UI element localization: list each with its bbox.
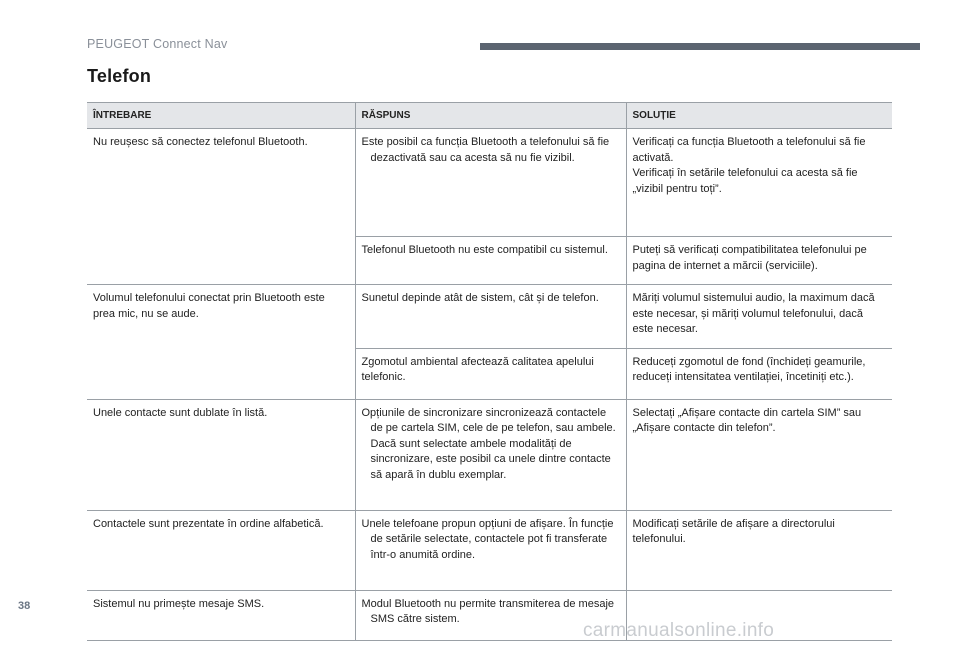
column-header-question: ÎNTREBARE: [87, 103, 355, 129]
question-cell: Volumul telefonului conectat prin Bluetooth este prea mic, nu se aude.: [87, 285, 355, 400]
table-row: [87, 129, 892, 237]
answer-text: Opțiunile de sincronizare sincronizează contactele de pe cartela SIM, cele de pe telefon, sau ambele. Dacă sunt selectate ambele modalități de sincronizare, este posibil ca unele dintre contacte să apară în dublu exemplar.: [361, 406, 616, 481]
solution-line: Verificați ca funcția Bluetooth a telefonului să fie activată.: [632, 136, 866, 164]
column-header-solution: SOLUȚIE: [626, 103, 892, 129]
solution-cell: Măriți volumul sistemului audio, la maximum dacă este necesar, și măriți volumul telefonului, dacă este necesar.: [626, 285, 892, 349]
answer-cell: [355, 399, 626, 510]
answer-cell: [355, 129, 626, 237]
question-cell: Nu reușesc să conectez telefonul Bluetooth.: [87, 129, 355, 285]
watermark: carmanualsonline.info: [583, 620, 775, 641]
answer-cell: Telefonul Bluetooth nu este compatibil cu sistemul.: [355, 237, 626, 285]
solution-cell: Puteți să verificați compatibilitatea telefonului pe pagina de internet a mărcii (serviciile).: [626, 237, 892, 285]
header-bar: [480, 43, 920, 50]
page-number: 38: [18, 600, 31, 612]
table-row: [87, 399, 892, 510]
solution-cell: Modificați setările de afișare a directorului telefonului.: [626, 510, 892, 590]
solution-cell: Reduceți zgomotul de fond (închideți geamurile, reduceți intensitatea ventilației, încetiniți etc.).: [626, 348, 892, 399]
answer-text: Modul Bluetooth nu permite transmiterea de mesaje SMS către sistem.: [361, 597, 615, 625]
table-row: [87, 285, 892, 349]
answer-cell: Zgomotul ambiental afectează calitatea apelului telefonic.: [355, 348, 626, 399]
answer-cell: [355, 510, 626, 590]
solution-line: Verificați în setările telefonului ca acesta să fie „vizibil pentru toți”.: [632, 167, 858, 195]
answer-text: Unele telefoane propun opțiuni de afișare. În funcție de setările selectate, contactele pot fi transferate într-o anumită ordine.: [361, 517, 614, 561]
answer-cell: Sunetul depinde atât de sistem, cât și de telefon.: [355, 285, 626, 349]
column-header-answer: RĂSPUNS: [355, 103, 626, 129]
page-title: Telefon: [87, 66, 152, 86]
solution-cell: [626, 129, 892, 237]
solution-cell: Selectați „Afișare contacte din cartela SIM” sau „Afișare contacte din telefon”.: [626, 399, 892, 510]
question-cell: Unele contacte sunt dublate în listă.: [87, 399, 355, 510]
brand-header: PEUGEOT Connect Nav: [87, 37, 228, 51]
troubleshooting-table: [87, 102, 892, 641]
answer-text: Este posibil ca funcția Bluetooth a telefonului să fie dezactivată sau ca acesta să nu fie vizibil.: [361, 136, 610, 164]
question-cell: Sistemul nu primește mesaje SMS.: [87, 590, 355, 640]
question-cell: Contactele sunt prezentate în ordine alfabetică.: [87, 510, 355, 590]
table-header-row: [87, 103, 892, 129]
table-row: [87, 510, 892, 590]
